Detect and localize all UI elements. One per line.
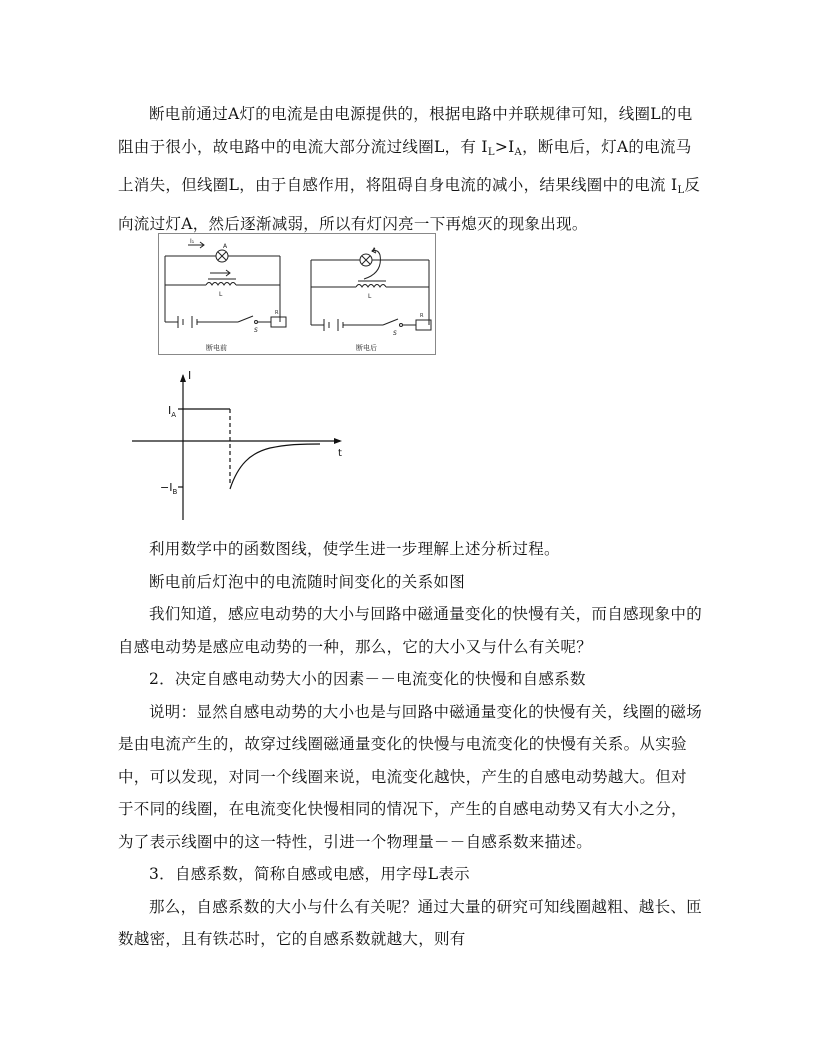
pos-current-sub: A [171, 411, 177, 419]
lamp-label-before: A [223, 243, 228, 250]
coil-label-after: L [368, 293, 372, 300]
line-final: 那么，自感系数的大小与什么有关呢？通过大量的研究可知线圈越粗、越长、匝数越密，且有铁芯时，它的自感系数就越大，则有 [118, 897, 703, 948]
text-part: ，断电后，灯A的电流马上消失，但线圈L，由于自感作用，将阻碍自身电流的减小，结果线圈中的电流 I [118, 137, 692, 194]
circuit-diagram-figure [158, 233, 436, 355]
heading-2: 2．决定自感电动势大小的因素－－电流变化的快慢和自感系数 [149, 670, 586, 688]
subscript-L: L [677, 185, 685, 196]
heading-3: 3．自感系数，简称自感或电感，用字母L表示 [149, 865, 470, 883]
line-explanation: 说明：显然自感电动势的大小也是与回路中磁通量变化的快慢有关，线圈的磁场是由电流产生的，故穿过线圈磁通量变化的快慢与电流变化的快慢有关系。从实验中，可以发现，对同一个线圈来说，电流变化越快，产生的自感电动势越大。但对于不同的线圈，在电流变化快慢相同的情况下，产生的自感电动势又有大小之分，为了表示线圈中的这一特性，引进一个物理量－－自感系数来描述。 [118, 702, 703, 851]
coil-label-before: L [219, 291, 223, 298]
resistor-label-before: R [275, 310, 279, 316]
x-axis-arrow [334, 438, 342, 444]
switch-label-after: S [393, 330, 397, 337]
text-part: >I [494, 137, 515, 156]
caption-before: 断电前 [206, 344, 227, 352]
pos-current-main: I [168, 404, 172, 417]
y-axis-label: I [188, 369, 192, 382]
current-decay-curve [230, 444, 320, 489]
text-part: 反向流过灯A，然后逐渐减弱，所以有灯闪亮一下再熄灭的现象出现。 [118, 176, 701, 233]
current-label-before: I₁ [190, 238, 195, 245]
current-time-graph [120, 365, 352, 525]
neg-current-sub: B [172, 488, 178, 496]
paragraph-1 [118, 98, 702, 240]
x-axis-label: t [338, 448, 342, 459]
y-axis-arrow [180, 374, 186, 382]
paragraph-intro [118, 98, 702, 240]
text-part: 断电前通过A灯的电流是由电源提供的，根据电路中并联规律可知，线圈L的电阻由于很小，故电路中的电流大部分流过线圈L，有 I [118, 105, 693, 156]
neg-current-main: −I [160, 481, 173, 494]
resistor-label-after: R [420, 313, 424, 319]
line-1: 利用数学中的函数图线，使学生进一步理解上述分析过程。 [149, 540, 560, 558]
lamp-label-after: A [372, 247, 377, 254]
line-3: 我们知道，感应电动势的大小与回路中磁通量变化的快慢有关，而自感现象中的自感电动势是感应电动势的一种，那么，它的大小又与什么有关呢？ [118, 605, 703, 656]
caption-after: 断电后 [356, 344, 377, 352]
paragraph-body [118, 533, 702, 956]
line-2: 断电前后灯泡中的电流随时间变化的关系如图 [149, 572, 466, 591]
switch-label-before: S [254, 327, 258, 334]
subscript-A: A [514, 146, 523, 158]
neg-current-label [160, 481, 177, 496]
pos-current-label [168, 404, 176, 419]
subscript-L: L [487, 146, 495, 158]
